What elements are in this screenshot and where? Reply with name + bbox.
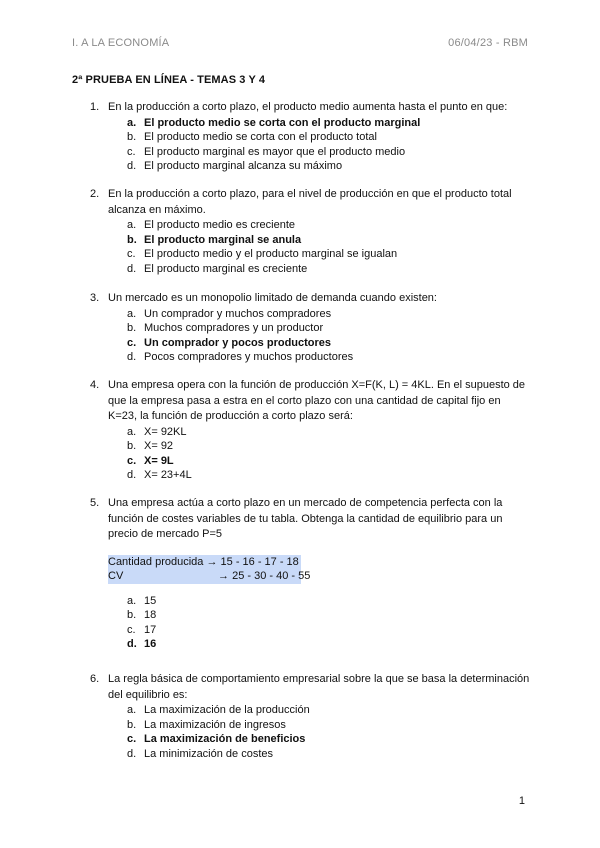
option-b: b. 18	[127, 609, 157, 622]
question-number: 3.	[90, 292, 100, 304]
option-b-correct: b. El producto marginal se anula	[127, 233, 302, 246]
option-d: d. X= 23+4L	[127, 469, 192, 482]
option-c-correct: c. Un comprador y pocos productores	[127, 336, 332, 349]
option-a: a. X= 92KL	[127, 425, 187, 438]
option-c-correct: c. La maximización de beneficios	[127, 733, 306, 746]
option-c: c. El producto medio y el producto marginal se igualan	[127, 248, 398, 261]
option-b: b. X= 92	[127, 440, 174, 453]
option-d: d. El producto marginal es creciente	[127, 262, 308, 275]
option-a: a. Un comprador y muchos compradores	[127, 307, 332, 320]
option-b: b. El producto medio se corta con el producto total	[127, 131, 377, 144]
question-text: En la producción a corto plazo, el producto medio aumenta hasta el punto en que:	[108, 101, 508, 113]
question-number: 5.	[90, 497, 100, 509]
question-text: Una empresa actúa a corto plazo en un mercado de competencia perfecta con la función de costes variables de tu tabla. Obtenga la cantidad de equilibrio para un precio de mercado P=5	[108, 497, 503, 540]
page-title: 2ª PRUEBA EN LÍNEA - TEMAS 3 Y 4	[72, 74, 266, 86]
cost-table	[108, 555, 532, 584]
option-d: d. Pocos compradores y muchos productores	[127, 351, 354, 364]
question-number: 4.	[90, 379, 100, 391]
question-text: En la producción a corto plazo, para el nivel de producción en que el producto total alcanza en máximo.	[108, 188, 512, 216]
question-number: 6.	[90, 673, 100, 685]
question-text: Un mercado es un monopolio limitado de demanda cuando existen:	[108, 292, 437, 304]
question-2	[72, 187, 532, 276]
option-d: d. La minimización de costes	[127, 747, 274, 760]
question-number: 1.	[90, 101, 100, 113]
option-a-correct: a. El producto medio se corta con el producto marginal	[127, 116, 421, 129]
question-1	[72, 100, 532, 174]
page-number: 1	[518, 795, 525, 807]
table-row-cv: CV → 25 - 30 - 40 - 55	[108, 570, 311, 582]
option-c: c. 17	[127, 623, 157, 636]
question-5	[72, 496, 532, 652]
question-4	[72, 378, 532, 483]
table-row-quantity: Cantidad producida → 15 - 16 - 17 - 18	[108, 555, 301, 570]
header-left: I. A LA ECONOMÍA	[72, 37, 170, 49]
question-6	[72, 672, 532, 761]
option-b: b. Muchos compradores y un productor	[127, 322, 324, 335]
option-d: d. El producto marginal alcanza su máximo	[127, 160, 343, 173]
option-c-correct: c. X= 9L	[127, 454, 174, 467]
question-text: Una empresa opera con la función de producción X=F(K, L) = 4KL. En el supuesto de que la empresa pasa a estra en el corto plazo con una cantidad de capital fijo en K=23, la función de producción a corto plazo será:	[108, 379, 526, 422]
question-text: La regla básica de comportamiento empresarial sobre la que se basa la determinación del equilibrio es:	[108, 673, 530, 701]
header-right: 06/04/23 - RBM	[448, 37, 528, 49]
option-a: a. La maximización de la producción	[127, 704, 310, 716]
option-c: c. El producto marginal es mayor que el producto medio	[127, 145, 406, 158]
option-a: a. El producto medio es creciente	[127, 219, 296, 231]
option-a: a. 15	[127, 594, 157, 607]
question-3	[72, 291, 532, 365]
option-b: b. La maximización de ingresos	[127, 718, 286, 731]
option-d-correct: d. 16	[127, 638, 157, 651]
question-number: 2.	[90, 188, 100, 200]
